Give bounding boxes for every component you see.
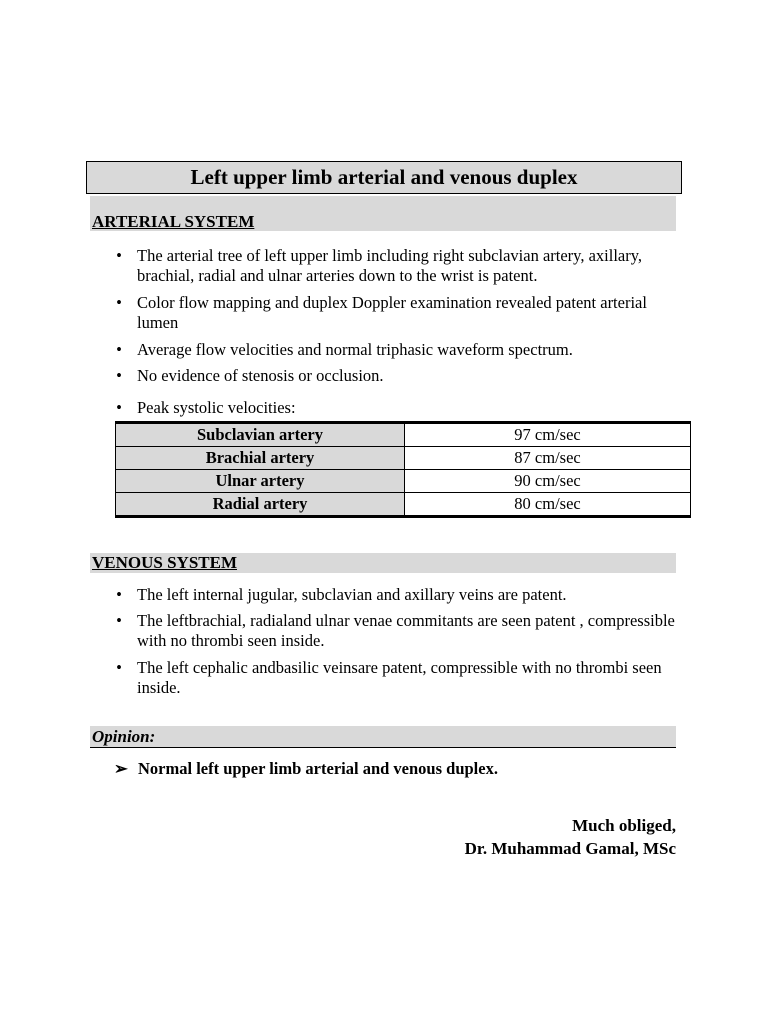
list-item: • The left internal jugular, subclavian and axillary veins are patent. (137, 585, 682, 605)
artery-name-cell: Ulnar artery (116, 470, 405, 493)
table-row (116, 493, 691, 517)
opinion-text: Normal left upper limb arterial and venous duplex. (138, 759, 498, 778)
signature-name: Dr. Muhammad Gamal, MSc (464, 839, 676, 858)
report-title: Left upper limb arterial and venous duplex (86, 161, 682, 194)
venous-heading-text: VENOUS SYSTEM (92, 553, 238, 572)
bullet-icon: • (116, 293, 122, 312)
list-item: • Average flow velocities and normal triphasic waveform spectrum. (137, 340, 682, 360)
table-row (116, 470, 691, 493)
opinion-statement (114, 759, 498, 779)
bullet-icon: • (116, 246, 122, 265)
bullet-icon: • (116, 366, 122, 385)
arterial-section-heading (90, 196, 676, 231)
venous-section-heading (90, 553, 676, 573)
bullet-icon: • (116, 398, 122, 417)
bullet-icon: • (116, 585, 122, 604)
arterial-heading-text: ARTERIAL SYSTEM (92, 212, 255, 231)
artery-name-cell: Brachial artery (116, 447, 405, 470)
list-item: • Color flow mapping and duplex Doppler examination revealed patent arterial lumen (137, 293, 682, 333)
velocity-cell: 97 cm/sec (405, 423, 691, 447)
artery-name-cell: Radial artery (116, 493, 405, 517)
opinion-section-heading (90, 726, 676, 748)
velocity-cell: 80 cm/sec (405, 493, 691, 517)
list-item: • The left cephalic andbasilic veinsare patent, compressible with no thrombi seen inside. (137, 658, 682, 698)
bullet-icon: • (116, 611, 122, 630)
list-item: • No evidence of stenosis or occlusion. (137, 366, 682, 386)
bullet-icon: • (116, 658, 122, 677)
velocity-cell: 87 cm/sec (405, 447, 691, 470)
peak-systolic-velocity-table (115, 421, 691, 518)
table-row (116, 423, 691, 447)
list-item: • The arterial tree of left upper limb including right subclavian artery, axillary, brachial, radial and ulnar arteries down to the wrist is patent. (137, 246, 682, 286)
bullet-icon: • (116, 340, 122, 359)
closing-line: Much obliged, (572, 816, 676, 835)
arrow-bullet-icon: ➢ (114, 759, 128, 778)
velocity-cell: 90 cm/sec (405, 470, 691, 493)
artery-name-cell: Subclavian artery (116, 423, 405, 447)
list-item: • Peak systolic velocities: (137, 398, 682, 418)
list-item: • The leftbrachial, radialand ulnar venae commitants are seen patent , compressible with no thrombi seen inside. (137, 611, 682, 651)
table-row (116, 447, 691, 470)
opinion-heading-text: Opinion: (92, 727, 156, 746)
